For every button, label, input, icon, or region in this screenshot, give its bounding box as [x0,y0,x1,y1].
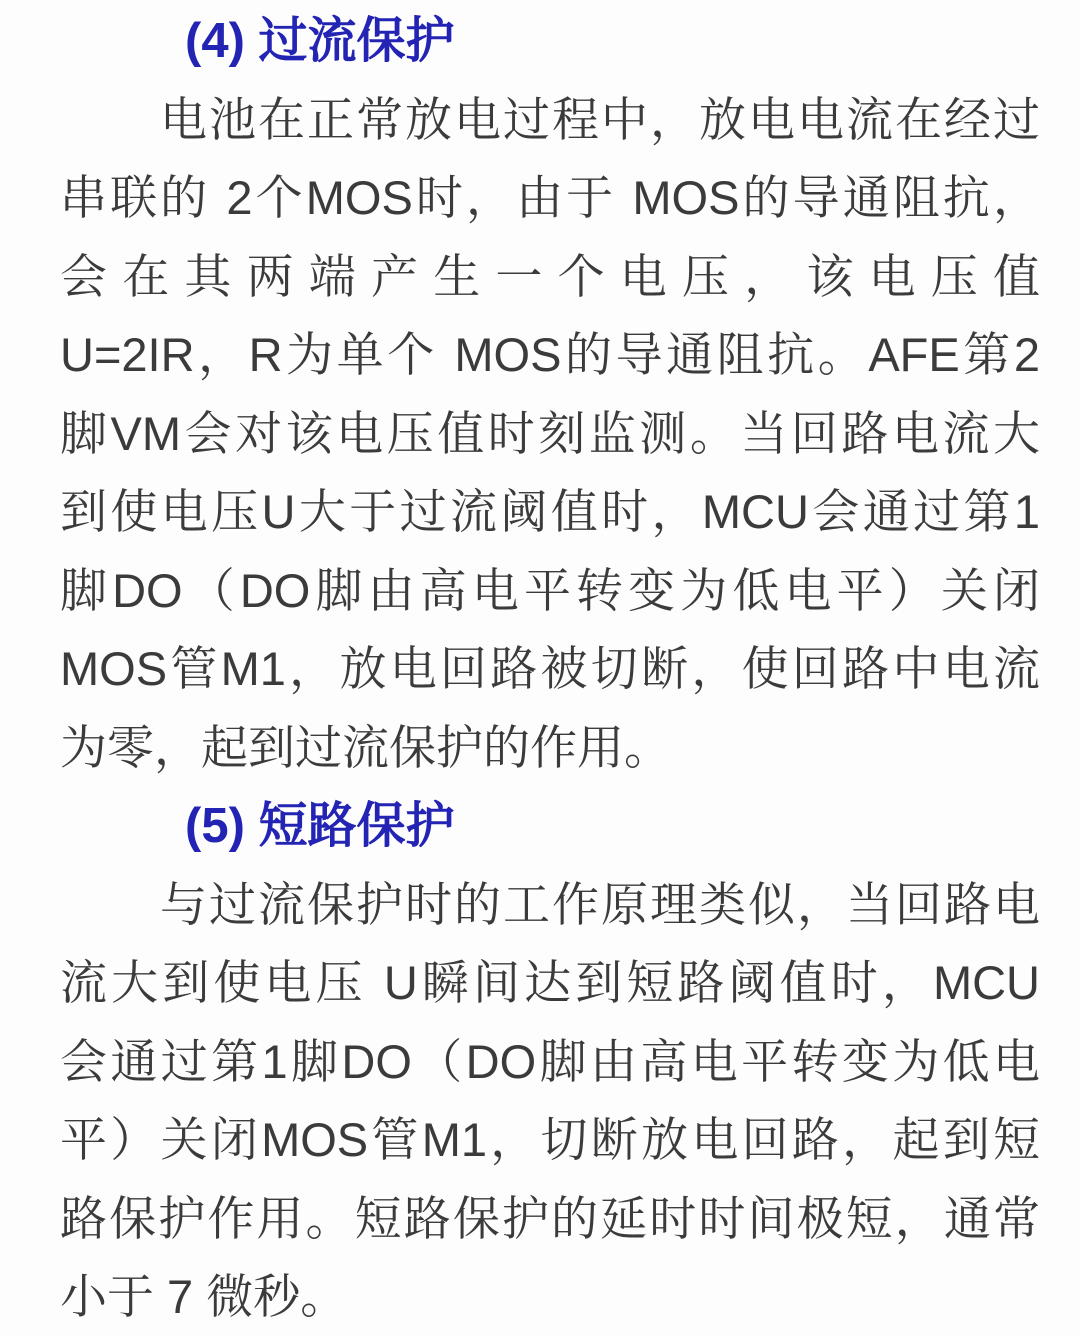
text-line: 到使电压U大于过流阈值时，MCU会通过第1 [60,485,1040,538]
heading-overcurrent-protection: (4) 过流保护 [185,14,455,68]
text-line: 小于 7 微秒。 [60,1270,348,1323]
paragraph-overcurrent [60,81,1040,788]
text-line: 为零，起到过流保护的作用。 [60,720,671,774]
text-line: 串联的 2个MOS时，由于 MOS的导通阻抗， [60,171,1040,224]
text-line: U=2IR，R为单个 MOS的导通阻抗。AFE第2 [60,328,1040,381]
text-line: 与过流保护时的工作原理类似，当回路电 [160,877,1040,931]
section-overcurrent-protection [60,2,1040,787]
text-line: 脚DO（DO脚由高电平转变为低电平）关闭 [60,563,1040,617]
text-line: 路保护作用。短路保护的延时时间极短，通常 [60,1191,1040,1245]
section-shortcircuit-protection [60,787,1040,1337]
text-line: 平）关闭MOS管M1，切断放电回路，起到短 [60,1113,1040,1166]
heading-shortcircuit-protection: (5) 短路保护 [185,799,455,853]
text-line: MOS管M1，放电回路被切断，使回路中电流 [60,642,1040,695]
paragraph-shortcircuit [60,866,1040,1337]
text-line: 会通过第1脚DO（DO脚由高电平转变为低电 [60,1034,1040,1088]
text-line: 脚VM会对该电压值时刻监测。当回路电流大 [60,406,1040,460]
text-line: 电池在正常放电过程中，放电电流在经过 [160,92,1040,146]
text-line: 流大到使电压 U瞬间达到短路阈值时，MCU [60,956,1040,1009]
text-line: 会在其两端产生一个电压，该电压值 [60,249,1040,303]
